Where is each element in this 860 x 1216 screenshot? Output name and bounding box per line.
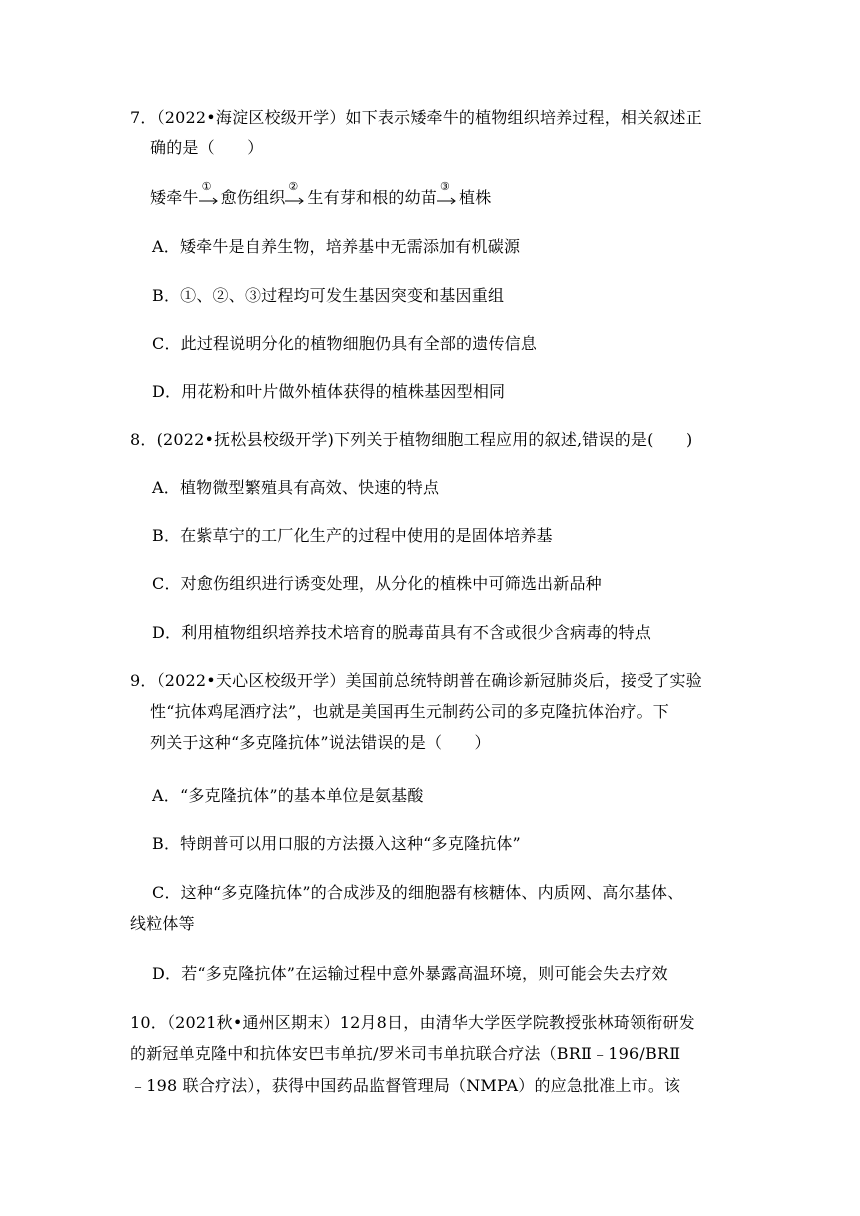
question-7-text-line-1: 7．（2022•海淀区校级开学）如下表示矮牵牛的植物组织培养过程，相关叙述正 (130, 108, 702, 127)
process-node-1: 矮牵牛 (150, 188, 199, 207)
question-7-process-diagram (150, 180, 492, 208)
question-7-option-c: C．此过程说明分化的植物细胞仍具有全部的遗传信息 (152, 334, 538, 353)
question-10-text-line-3: ﹣198 联合疗法），获得中国药品监督管理局（NMPA）的应急批准上市。该 (130, 1076, 681, 1095)
process-step-1-label: ① (201, 180, 212, 193)
arrow-right-icon (437, 197, 457, 205)
question-7-text-line-2: 确的是（ ） (150, 138, 264, 157)
process-step-1 (199, 180, 221, 208)
question-8-text-line-1: 8．(2022•抚松县校级开学)下列关于植物细胞工程应用的叙述,错误的是( ) (130, 430, 693, 449)
question-9-option-c-line-2: 线粒体等 (130, 914, 195, 933)
question-8-option-c: C．对愈伤组织进行诱变处理，从分化的植株中可筛选出新品种 (152, 574, 602, 593)
arrow-right-icon (285, 197, 305, 205)
question-10-text-line-1: 10．（2021秋•通州区期末）12月8日，由清华大学医学院教授张林琦领衔研发 (130, 1013, 695, 1032)
question-8-option-d: D．利用植物组织培养技术培育的脱毒苗具有不含或很少含病毒的特点 (152, 623, 652, 642)
question-9-option-b: B．特朗普可以用口服的方法摄入这种“多克隆抗体” (152, 834, 521, 853)
process-step-3 (437, 180, 459, 208)
question-9-option-d: D．若“多克隆抗体”在运输过程中意外暴露高温环境，则可能会失去疗效 (152, 964, 668, 983)
process-step-2 (285, 180, 307, 208)
process-node-4: 植株 (459, 188, 492, 207)
question-9-option-c-line-1: C．这种“多克隆抗体”的合成涉及的细胞器有核糖体、内质网、高尔基体、 (152, 883, 684, 902)
arrow-right-icon (199, 197, 219, 205)
question-9-option-a: A．“多克隆抗体”的基本单位是氨基酸 (152, 786, 424, 805)
question-8-option-b: B．在紫草宁的工厂化生产的过程中使用的是固体培养基 (152, 526, 553, 545)
process-node-3: 生有芽和根的幼苗 (307, 188, 438, 207)
question-9-text-line-1: 9．（2022•天心区校级开学）美国前总统特朗普在确诊新冠肺炎后，接受了实验 (130, 671, 702, 690)
process-node-2: 愈伤组织 (220, 188, 286, 207)
question-9-text-line-3: 列关于这种“多克隆抗体”说法错误的是（ ） (150, 733, 491, 752)
question-7-option-b: B．①、②、③过程均可发生基因突变和基因重组 (152, 286, 505, 305)
question-7-option-d: D．用花粉和叶片做外植体获得的植株基因型相同 (152, 382, 506, 401)
question-7-option-a: A．矮牵牛是自养生物，培养基中无需添加有机碳源 (152, 237, 521, 256)
process-step-2-label: ② (288, 180, 299, 193)
question-8-option-a: A．植物微型繁殖具有高效、快速的特点 (152, 478, 440, 497)
question-9-text-line-2: 性“抗体鸡尾酒疗法”，也就是美国再生元制药公司的多克隆抗体治疗。下 (150, 702, 669, 721)
process-step-3-label: ③ (440, 180, 451, 193)
question-10-text-line-2: 的新冠单克隆中和抗体安巴韦单抗/罗米司韦单抗联合疗法（BRⅡ﹣196/BRⅡ (130, 1044, 681, 1063)
